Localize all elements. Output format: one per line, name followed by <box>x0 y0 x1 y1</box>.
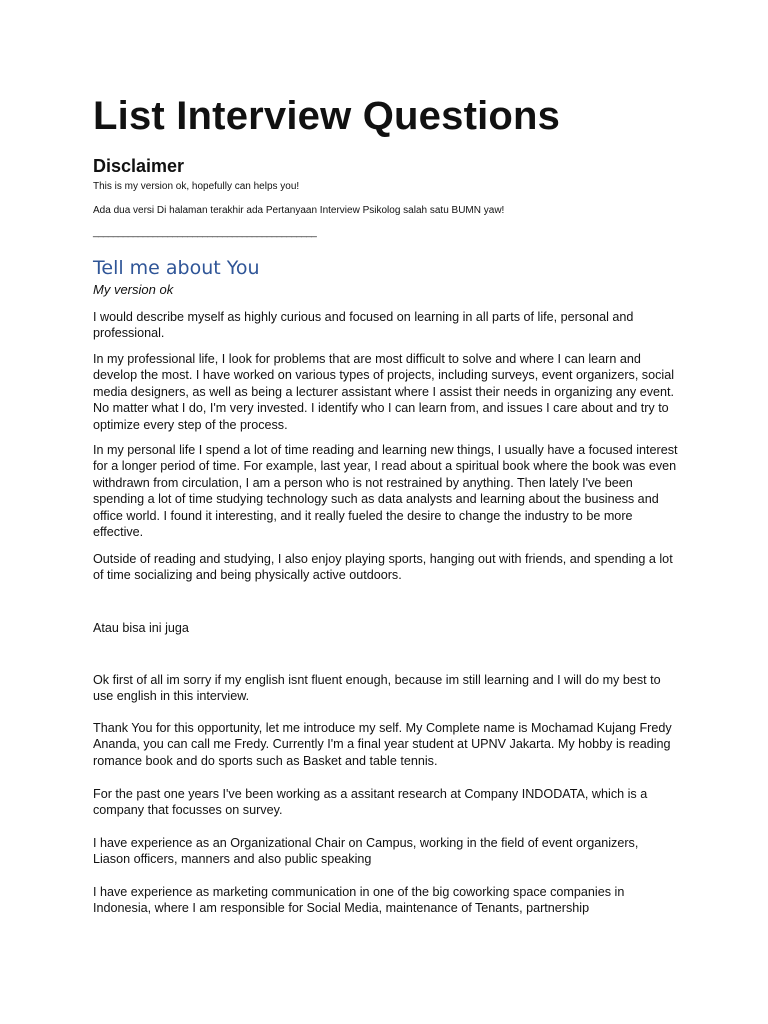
paragraph: Thank You for this opportunity, let me introduce my self. My Complete name is Mochamad Kujang Fredy Ananda, you can call me Fredy. Currently I'm a final year student at UPNV Jakarta. My hobby is reading romance book and do sports such as Basket and table tennis. <box>93 721 672 768</box>
paragraph: In my personal life I spend a lot of time reading and learning new things, I usually have a focused interest for a longer period of time. For example, last year, I read about a spiritual book where the book was even withdrawn from circulation, I am a person who is not restrained by anything. Then lately I've been spending a lot of time studying technology such as data analysts and learning about the business and office world. I found it interesting, and it really fueled the desire to change the industry to be more effective. <box>93 443 678 540</box>
disclaimer-line-2: Ada dua versi Di halaman terakhir ada Pertanyaan Interview Psikolog salah satu BUMN yaw! <box>93 205 505 216</box>
paragraph: For the past one years I've been working as a assitant research at Company INDODATA, which is a company that focusses on survey. <box>93 787 648 818</box>
section-heading: Tell me about You <box>93 257 260 279</box>
disclaimer-line-1: This is my version ok, hopefully can helps you! <box>93 181 300 192</box>
section-subtitle: My version ok <box>93 282 174 297</box>
separator-line: _____________________________________________ <box>93 227 317 238</box>
paragraph: In my professional life, I look for problems that are most difficult to solve and where I can learn and develop the most. I have worked on various types of projects, including surveys, event organizers, social media designers, as well as being a lecturer assistant where I assist their needs in organizing any event. No matter what I do, I'm very invested. I identify who I can learn from, and issues I care about and try to optimize every step of the process. <box>93 352 675 432</box>
paragraph: Atau bisa ini juga <box>93 621 189 635</box>
page-title: List Interview Questions <box>93 94 561 138</box>
paragraph: I have experience as an Organizational Chair on Campus, working in the field of event organizers, Liason officers, manners and also public speaking <box>93 836 639 867</box>
disclaimer-heading: Disclaimer <box>93 156 185 176</box>
paragraph: I have experience as marketing communication in one of the big coworking space companies in Indonesia, where I am responsible for Social Media, maintenance of Tenants, partnership <box>93 885 625 916</box>
paragraph: I would describe myself as highly curious and focused on learning in all parts of life, personal and professional. <box>93 310 634 341</box>
paragraph: Outside of reading and studying, I also enjoy playing sports, hanging out with friends, and spending a lot of time socializing and being physically active outdoors. <box>93 552 673 583</box>
paragraph: Ok first of all im sorry if my english isnt fluent enough, because im still learning and I will do my best to use english in this interview. <box>93 673 661 704</box>
